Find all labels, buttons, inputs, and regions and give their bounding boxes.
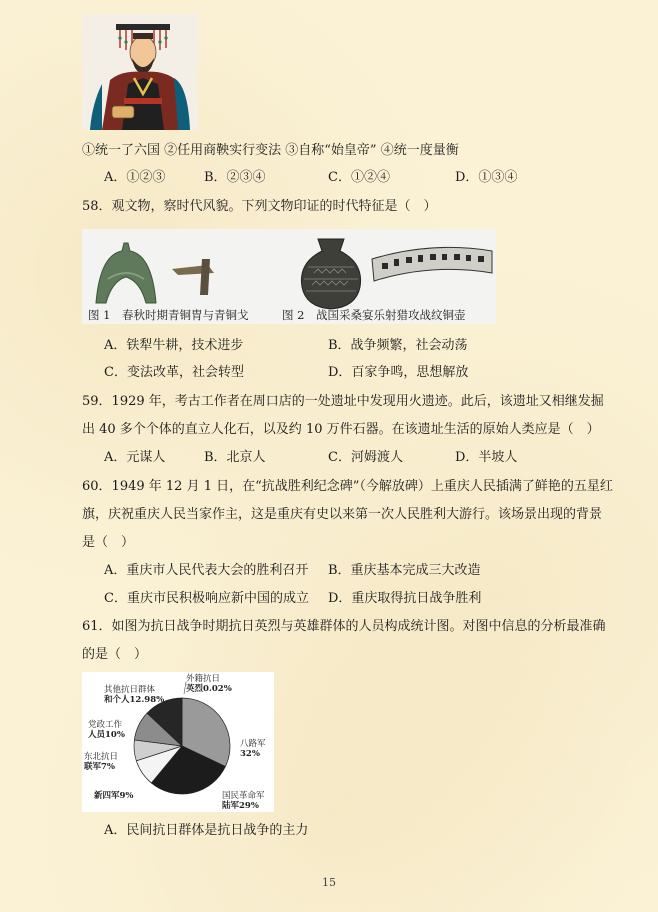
label-dangzheng-1: 党政工作	[88, 720, 123, 730]
q60-option-a: A．重庆市人民代表大会的胜利召开	[104, 563, 309, 578]
q58-option-d: D．百家争鸣，思想解放	[328, 365, 469, 380]
q59-option-a: A．元谋人	[104, 450, 166, 465]
label-gmjm-1: 国民革命军	[222, 791, 265, 801]
q57-option-c: C．①②④	[328, 170, 390, 185]
q61-pie-chart	[82, 672, 274, 812]
q60-option-c: C．重庆市民积极响应新中国的成立	[104, 591, 309, 606]
q57-option-d: D．①③④	[455, 170, 518, 185]
q58-caption-2: 图 2 战国采桑宴乐射猎攻战纹铜壶	[282, 308, 466, 322]
label-balujun-1: 八路军	[240, 739, 266, 749]
pie-chart-svg	[82, 672, 274, 812]
label-xinsijun: 新四军9%	[94, 791, 134, 801]
label-foreign-2: 英烈0.02%	[186, 684, 232, 694]
q57-option-a: A．①②③	[104, 170, 166, 185]
q58-option-b: B．战争频繁，社会动荡	[328, 338, 468, 353]
label-gmjm-2: 陆军29%	[222, 801, 259, 811]
label-qita-2: 和个人12.98%	[104, 695, 165, 705]
label-foreign-1: 外籍抗日	[186, 674, 221, 684]
q59-stem-line1: 59．1929 年，考古工作者在周口店的一处遗址中发现用火遗迹。此后，该遗址又相继发掘	[82, 394, 604, 409]
qin-shihuang-portrait	[82, 14, 198, 130]
q59-option-d: D．半坡人	[455, 450, 518, 465]
page-number: 15	[322, 876, 336, 889]
label-qita-1: 其他抗日群体	[104, 685, 156, 695]
q60-option-b: B．重庆基本完成三大改造	[328, 563, 481, 578]
q60-stem-line3: 是（ ）	[82, 535, 135, 550]
q61-stem-line1: 61．如图为抗日战争时期抗日英烈与英雄群体的人员构成统计图。对图中信息的分析最准确	[82, 619, 606, 634]
q60-option-d: D．重庆取得抗日战争胜利	[328, 591, 482, 606]
q60-stem-line1: 60．1949 年 12 月 1 日，在“抗战胜利纪念碑”（今解放碑）上重庆人民插满了鲜艳的五星红	[82, 479, 613, 494]
q58-option-c: C．变法改革，社会转型	[104, 365, 244, 380]
q59-option-c: C．河姆渡人	[328, 450, 403, 465]
q61-option-a: A．民间抗日群体是抗日战争的主力	[104, 823, 309, 838]
label-dangzheng-2: 人员10%	[88, 730, 125, 740]
label-dongbei-1: 东北抗日	[84, 752, 119, 762]
q58-stem: 58．观文物，察时代风貌。下列文物印证的时代特征是（ ）	[82, 199, 437, 214]
q59-stem-line2: 出 40 多个个体的直立人化石，以及约 10 万件石器。在该遗址生活的原始人类应是（ ）	[82, 422, 600, 437]
q58-artifacts-figure	[82, 229, 496, 324]
q57-option-b: B．②③④	[204, 170, 266, 185]
q60-stem-line2: 旗，庆祝重庆人民当家作主，这是重庆有史以来第一次人民胜利大游行。该场景出现的背景	[82, 507, 603, 522]
label-dongbei-2: 联军7%	[84, 762, 115, 772]
q58-option-a: A．铁犁牛耕，技术进步	[104, 338, 244, 353]
q57-statements: ①统一了六国 ②任用商鞅实行变法 ③自称“始皇帝” ④统一度量衡	[82, 143, 459, 158]
label-balujun-2: 32%	[240, 749, 260, 759]
q61-stem-line2: 的是（ ）	[82, 647, 148, 662]
q58-caption-1: 图 1 春秋时期青铜胄与青铜戈	[88, 308, 249, 322]
q59-option-b: B．北京人	[204, 450, 266, 465]
